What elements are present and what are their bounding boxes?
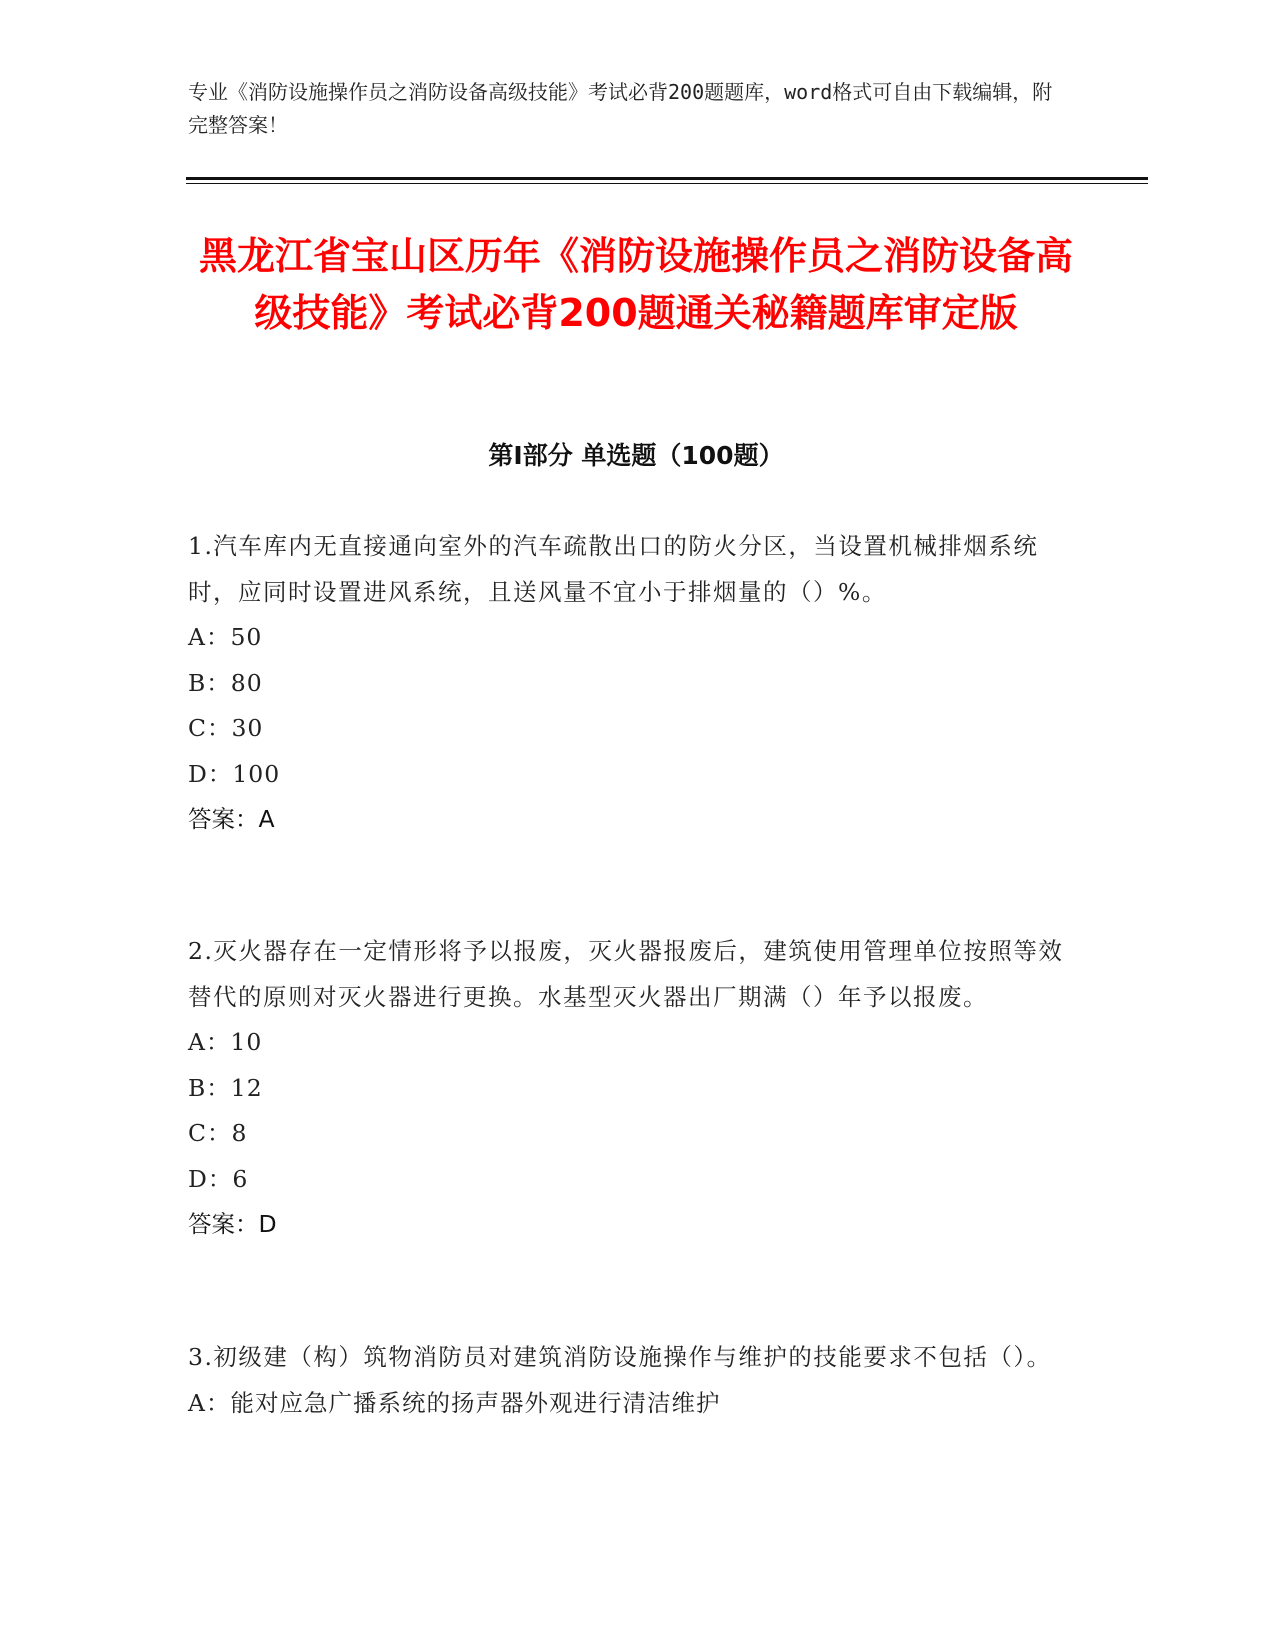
header-note: 专业《消防设施操作员之消防设备高级技能》考试必背200题题库，word格式可自由下载编辑，附完整答案！ [188,80,1053,137]
answer: 答案：D [188,1210,277,1238]
section-heading: 第Ⅰ部分 单选题（100题） [488,441,784,470]
option-c: C：30 [188,714,264,742]
question-1 [188,524,1068,843]
option-d: D：100 [188,759,281,788]
option-c: C：8 [188,1119,248,1147]
header-rule-thin [186,183,1148,184]
option-b: B：12 [188,1073,263,1102]
question-text: 1.汽车库内无直接通向室外的汽车疏散出口的防火分区，当设置机械排烟系统时，应同时设置进风系统，且送风量不宜小于排烟量的（）%。 [188,532,1039,606]
question-3 [188,1335,1068,1426]
answer: 答案：A [188,805,275,833]
option-a: A：50 [188,623,263,651]
option-a: A：10 [188,1028,263,1056]
question-text: 3.初级建（构）筑物消防员对建筑消防设施操作与维护的技能要求不包括（）。 [188,1343,1052,1371]
option-d: D：6 [188,1164,249,1193]
option-b: B：80 [188,668,263,697]
question-text: 2.灭火器存在一定情形将予以报废，灭火器报废后，建筑使用管理单位按照等效替代的原则对灭火器进行更换。水基型灭火器出厂期满（）年予以报废。 [188,937,1064,1011]
question-2 [188,929,1068,1248]
document-title: 黑龙江省宝山区历年《消防设施操作员之消防设备高级技能》考试必背200题通关秘籍题库审定版 [198,234,1073,335]
header-rule-thick [186,177,1148,180]
option-a: A：能对应急广播系统的扬声器外观进行清洁维护 [188,1388,721,1417]
